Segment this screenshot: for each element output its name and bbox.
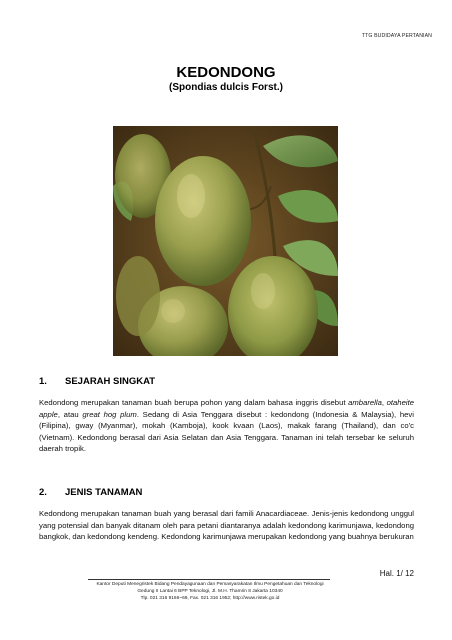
document-title: KEDONDONG — [176, 64, 276, 81]
kedondong-fruit-photo — [113, 126, 338, 356]
footer-line-3: Tlp. 021 316 9166~69, Fax. 021 316 1952; http://www.ristek.go.id — [140, 596, 280, 601]
section-title: JENIS TANAMAN — [65, 487, 143, 498]
footer-line-1: Kantor Deputi Menegristek Bidang Pendayagunaan dan Pemasyarakatan Ilmu Pengetahuan dan Teknologi — [96, 582, 324, 587]
section-number: 1. — [39, 376, 47, 387]
section-paragraph-jenis: Kedondong merupakan tanaman buah yang berasal dari famili Anacardiaceae. Jenis-jenis kedondong unggul yang potensial dan banyak ditanam oleh para petani diantaranya adalah kedondong karimunjawa, kedondong bangkok, dan kedondong kendeng. Kedondong karimunjawa merupakan kedondong yang buahnya berukuran — [39, 509, 414, 542]
term-ambarella: ambarella — [348, 398, 382, 407]
section-heading-sejarah — [39, 376, 155, 387]
footer-divider — [88, 579, 330, 580]
section-title: SEJARAH SINGKAT — [65, 376, 156, 387]
header-category: TTG BUDIDAYA PERTANIAN — [361, 33, 432, 39]
section-number: 2. — [39, 487, 47, 498]
section-paragraph-sejarah: Kedondong merupakan tanaman buah berupa pohon yang dalam bahasa inggris disebut ambarella, otaheite apple, atau great hog plum. Sedang di Asia Tenggara disebut : kedondong (Indonesia & Malaysia), hevi (Filipina), gway (Myanmar), mokah (Kamboja), kook kvaan (Laos), makak farang (Thailand), dan co'c (Vietnam). Kedondong berasal dari Asia Selatan dan Asia Tenggara. Tanaman ini telah tersebar ke seluruh daerah tropik. — [39, 398, 414, 454]
term-otaheite-apple: otaheite apple — [39, 398, 414, 419]
page-number: Hal. 1/ 12 — [379, 569, 414, 578]
section-heading-jenis — [39, 487, 142, 498]
term-great-hog-plum: great hog plum — [82, 409, 137, 419]
document-subtitle: (Spondias dulcis Forst.) — [169, 82, 283, 93]
footer-line-2: Gedung II Lantai 6 BPP Teknologi, Jl. M.H. Thamrin 8 Jakarta 10340 — [137, 589, 283, 594]
